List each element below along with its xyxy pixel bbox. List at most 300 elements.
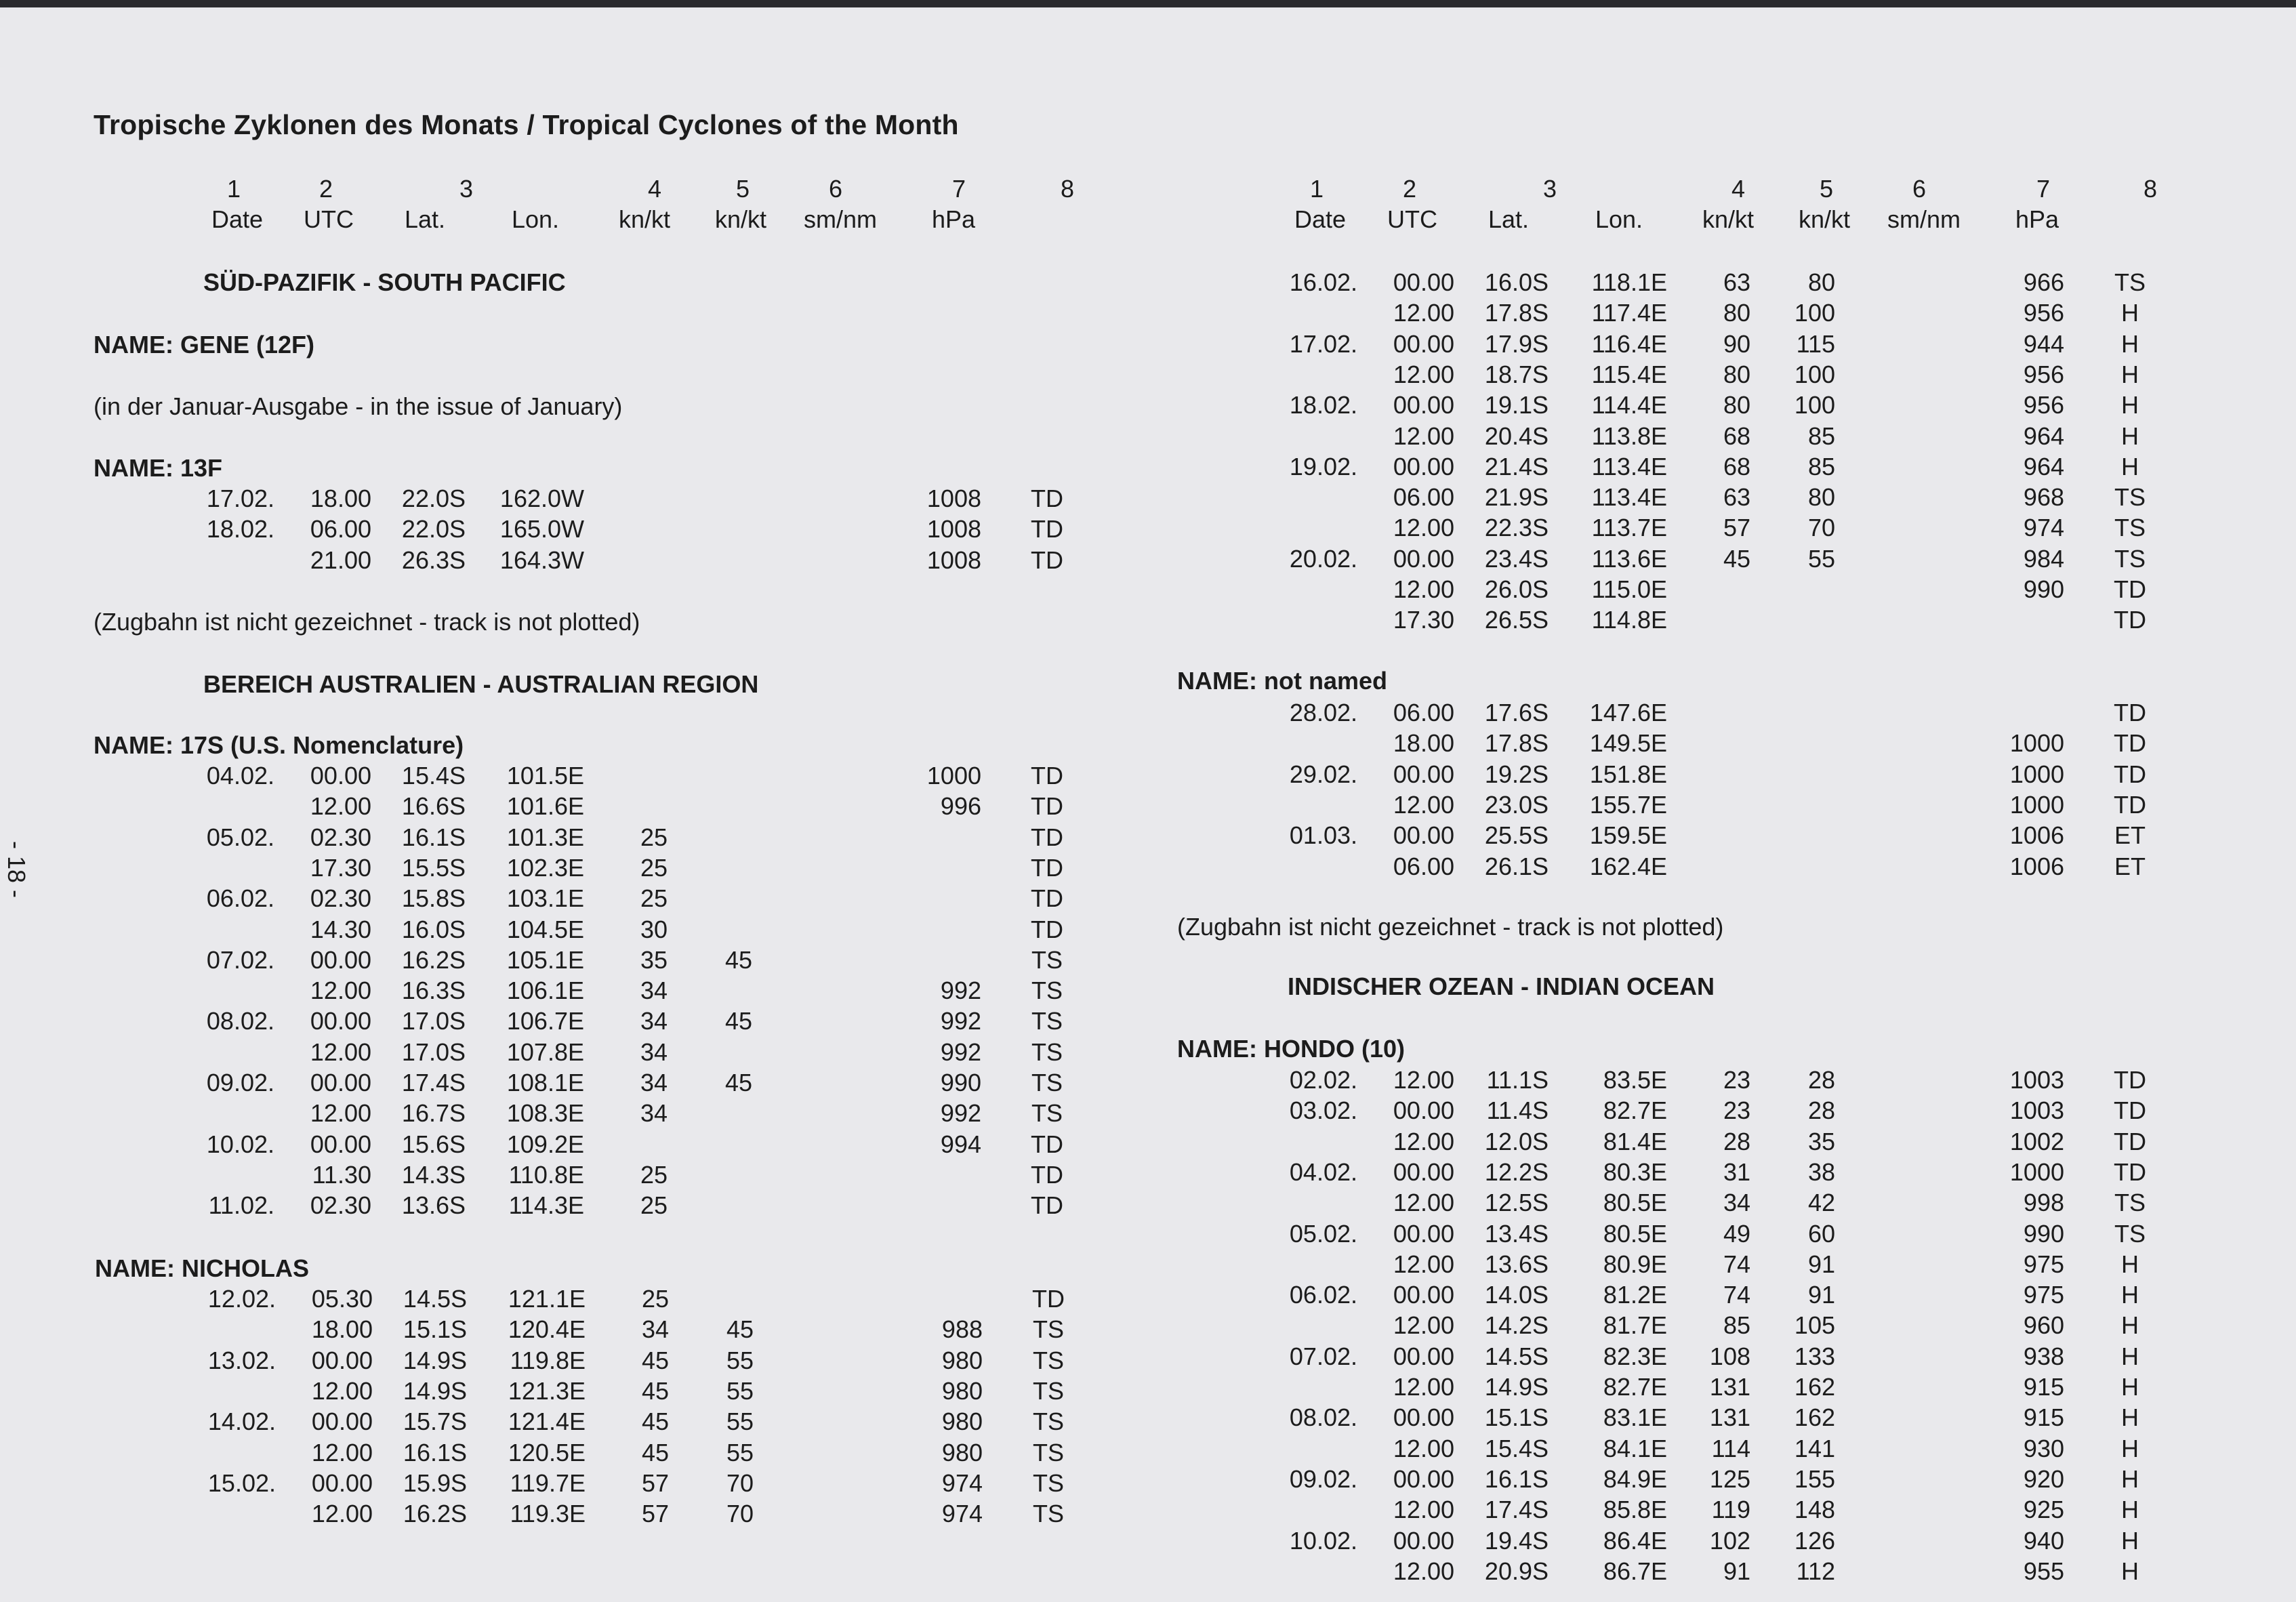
gust-kn-cell: 55	[726, 1376, 754, 1405]
col-number: 8	[1060, 175, 1075, 203]
class-cell: TD	[1031, 1130, 1063, 1158]
lon-cell: 106.1E	[506, 977, 584, 1005]
utc-cell: 12.00	[1393, 514, 1454, 542]
col-number: 4	[1731, 175, 1746, 203]
col-number: 3	[459, 175, 474, 203]
utc-cell: 00.00	[310, 945, 371, 974]
class-cell: TD	[2114, 1066, 2146, 1094]
col-number: 8	[2143, 175, 2158, 203]
lat-cell: 17.0S	[401, 1007, 466, 1035]
date-cell: 01.03.	[1289, 821, 1357, 850]
class-cell: TS	[2114, 544, 2146, 573]
lon-cell: 102.3E	[506, 853, 584, 882]
pressure-cell: 1000	[2009, 729, 2064, 758]
lon-cell: 105.1E	[506, 945, 584, 974]
wind-kn-cell: 108	[1709, 1342, 1750, 1370]
class-cell: TS	[1032, 1315, 1064, 1344]
lat-cell: 15.4S	[401, 762, 466, 789]
pressure-cell: 980	[941, 1346, 983, 1374]
col-label-kn: kn/kt	[618, 205, 671, 233]
lon-cell: 84.1E	[1603, 1434, 1667, 1462]
lon-cell: 84.9E	[1603, 1464, 1667, 1493]
wind-kn-cell: 45	[641, 1438, 669, 1466]
lon-cell: 119.8E	[510, 1346, 586, 1374]
class-cell: H	[2121, 1250, 2139, 1278]
col-label-lon: Lon.	[1595, 205, 1643, 233]
utc-cell: 00.00	[1393, 452, 1454, 480]
lat-cell: 16.1S	[401, 823, 466, 851]
lat-cell: 14.9S	[403, 1346, 467, 1374]
lat-cell: 15.7S	[403, 1408, 467, 1436]
lat-cell: 12.2S	[1484, 1157, 1549, 1186]
utc-cell: 12.00	[1393, 1557, 1454, 1585]
gust-kn-cell: 42	[1807, 1189, 1835, 1217]
gust-kn-cell: 38	[1807, 1157, 1835, 1186]
lat-cell: 16.6S	[401, 792, 466, 821]
lon-cell: 147.6E	[1589, 699, 1667, 726]
lat-cell: 15.9S	[403, 1468, 467, 1497]
utc-cell: 12.00	[310, 1099, 371, 1128]
gust-kn-cell: 100	[1794, 299, 1835, 327]
gust-kn-cell: 85	[1807, 422, 1835, 450]
utc-cell: 11.30	[312, 1160, 371, 1189]
utc-cell: 02.30	[310, 823, 371, 851]
storm-name: NAME: not named	[1177, 667, 1387, 695]
lon-cell: 119.7E	[510, 1468, 586, 1497]
date-cell: 06.02.	[206, 884, 274, 913]
pressure-cell: 990	[2023, 575, 2064, 603]
utc-cell: 12.00	[310, 1038, 371, 1066]
col-label-kn: kn/kt	[1798, 205, 1851, 233]
date-cell: 07.02.	[206, 945, 274, 974]
lon-cell: 119.3E	[510, 1500, 586, 1528]
gust-kn-cell: 80	[1807, 268, 1835, 296]
lon-cell: 82.7E	[1603, 1373, 1667, 1401]
lat-cell: 12.0S	[1484, 1127, 1549, 1155]
lat-cell: 26.0S	[1484, 575, 1549, 603]
utc-cell: 00.00	[310, 1069, 371, 1096]
class-cell: TS	[1031, 1069, 1063, 1096]
class-cell: H	[2121, 1403, 2139, 1432]
gust-kn-cell: 115	[1796, 329, 1835, 358]
gust-kn-cell: 126	[1794, 1526, 1835, 1555]
gust-kn-cell: 35	[1807, 1127, 1835, 1155]
gust-kn-cell: 91	[1807, 1250, 1835, 1278]
date-cell: 17.02.	[1289, 329, 1357, 358]
class-cell: TD	[2114, 1127, 2146, 1155]
wind-kn-cell: 91	[1723, 1557, 1750, 1585]
utc-cell: 12.00	[1393, 1127, 1454, 1155]
wind-kn-cell: 25	[640, 884, 668, 913]
utc-cell: 18.00	[1393, 729, 1454, 758]
utc-cell: 02.30	[310, 884, 371, 913]
class-cell: H	[2121, 1434, 2139, 1462]
date-cell: 03.02.	[1289, 1096, 1357, 1125]
lon-cell: 80.5E	[1603, 1189, 1667, 1217]
lon-cell: 113.6E	[1591, 544, 1667, 573]
pressure-cell: 1008	[926, 485, 981, 512]
gust-kn-cell: 55	[726, 1346, 754, 1374]
wind-kn-cell: 25	[641, 1285, 669, 1313]
lon-cell: 121.1E	[508, 1285, 586, 1313]
pressure-cell: 920	[2023, 1464, 2064, 1493]
utc-cell: 06.00	[1393, 483, 1454, 512]
class-cell: TD	[2114, 1157, 2146, 1186]
utc-cell: 12.00	[1393, 1311, 1454, 1340]
lon-cell: 80.5E	[1603, 1219, 1667, 1248]
utc-cell: 06.00	[1393, 852, 1454, 880]
lon-cell: 104.5E	[506, 915, 584, 943]
pressure-cell: 956	[2023, 299, 2064, 327]
utc-cell: 12.00	[310, 792, 371, 821]
top-border	[0, 0, 2296, 7]
date-cell: 06.02.	[1289, 1281, 1357, 1309]
lon-cell: 114.3E	[508, 1191, 584, 1220]
gust-kn-cell: 155	[1794, 1464, 1835, 1493]
lon-cell: 114.8E	[1591, 606, 1667, 634]
lat-cell: 14.0S	[1484, 1281, 1549, 1309]
pressure-cell: 956	[2023, 360, 2064, 388]
wind-kn-cell: 125	[1709, 1464, 1750, 1493]
col-label-smnm: sm/nm	[804, 205, 877, 233]
lat-cell: 26.5S	[1484, 606, 1549, 634]
utc-cell: 00.00	[1393, 544, 1454, 573]
lon-cell: 86.4E	[1603, 1526, 1667, 1555]
utc-cell: 00.00	[311, 1468, 373, 1497]
date-cell: 04.02.	[206, 762, 274, 789]
utc-cell: 00.00	[1393, 329, 1454, 358]
utc-cell: 00.00	[1393, 391, 1454, 419]
wind-kn-cell: 34	[640, 1069, 668, 1096]
class-cell: TD	[1031, 792, 1063, 821]
pressure-cell: 1006	[2009, 821, 2064, 850]
lat-cell: 12.5S	[1484, 1189, 1549, 1217]
wind-kn-cell: 25	[640, 1191, 668, 1220]
class-cell: TD	[1031, 915, 1063, 943]
lon-cell: 121.3E	[508, 1376, 586, 1405]
wind-kn-cell: 68	[1723, 452, 1750, 480]
lon-cell: 120.4E	[508, 1315, 586, 1344]
pressure-cell: 975	[2023, 1250, 2064, 1278]
region-heading: SÜD-PAZIFIK - SOUTH PACIFIC	[203, 268, 566, 296]
lat-cell: 15.5S	[401, 853, 466, 882]
wind-kn-cell: 31	[1723, 1157, 1750, 1186]
lat-cell: 14.5S	[403, 1285, 467, 1313]
lon-cell: 159.5E	[1589, 821, 1667, 850]
wind-kn-cell: 68	[1723, 422, 1750, 450]
gust-kn-cell: 28	[1807, 1096, 1835, 1125]
utc-cell: 12.00	[1393, 360, 1454, 388]
lon-cell: 101.6E	[506, 792, 584, 821]
lat-cell: 15.1S	[1484, 1403, 1549, 1432]
wind-kn-cell: 34	[641, 1315, 669, 1344]
pressure-cell: 1000	[2009, 1157, 2064, 1186]
wind-kn-cell: 45	[1723, 544, 1750, 573]
lon-cell: 86.7E	[1603, 1557, 1667, 1585]
wind-kn-cell: 25	[640, 853, 668, 882]
utc-cell: 00.00	[1393, 1219, 1454, 1248]
col-label-date: Date	[1294, 205, 1347, 233]
lon-cell: 118.1E	[1591, 268, 1667, 296]
wind-kn-cell: 30	[640, 915, 668, 943]
lat-cell: 26.3S	[401, 546, 466, 574]
pressure-cell: 940	[2023, 1526, 2064, 1555]
lat-cell: 22.3S	[1484, 514, 1549, 542]
lon-cell: 115.4E	[1591, 360, 1667, 388]
utc-cell: 06.00	[310, 515, 371, 543]
date-cell: 14.02.	[207, 1408, 276, 1436]
class-cell: TS	[2114, 483, 2146, 512]
gust-kn-cell: 100	[1794, 391, 1835, 419]
class-cell: TD	[1031, 515, 1063, 543]
utc-cell: 00.00	[311, 1408, 373, 1436]
wind-kn-cell: 49	[1723, 1219, 1750, 1248]
page-title: Tropische Zyklonen des Monats / Tropical Cyclones of the Month	[94, 109, 959, 140]
wind-kn-cell: 35	[640, 945, 668, 974]
date-cell: 29.02.	[1289, 760, 1357, 788]
utc-cell: 12.00	[311, 1376, 373, 1405]
utc-cell: 00.00	[1393, 1157, 1454, 1186]
lon-cell: 114.4E	[1591, 391, 1667, 419]
utc-cell: 00.00	[1393, 1281, 1454, 1309]
lat-cell: 19.1S	[1484, 391, 1549, 419]
lon-cell: 165.0W	[499, 515, 584, 543]
utc-cell: 00.00	[1393, 1096, 1454, 1125]
utc-cell: 00.00	[311, 1346, 373, 1374]
wind-kn-cell: 34	[1723, 1189, 1750, 1217]
lat-cell: 17.8S	[1484, 299, 1549, 327]
utc-cell: 18.00	[311, 1315, 373, 1344]
lon-cell: 81.7E	[1603, 1311, 1667, 1340]
page-number: - 18 -	[3, 841, 30, 899]
lat-cell: 20.4S	[1484, 422, 1549, 450]
pressure-cell: 956	[2023, 391, 2064, 419]
gust-kn-cell: 141	[1794, 1434, 1835, 1462]
class-cell: TS	[1032, 1468, 1064, 1497]
lon-cell: 162.0W	[499, 485, 584, 512]
wind-kn-cell: 74	[1723, 1250, 1750, 1278]
date-cell: 20.02.	[1289, 544, 1357, 573]
gust-kn-cell: 55	[726, 1408, 754, 1436]
wind-kn-cell: 34	[640, 1099, 668, 1128]
utc-cell: 00.00	[1393, 760, 1454, 788]
pressure-cell: 980	[941, 1376, 983, 1405]
wind-kn-cell: 63	[1723, 268, 1750, 296]
col-number: 2	[319, 175, 333, 203]
lat-cell: 25.5S	[1484, 821, 1549, 850]
class-cell: TD	[1031, 1160, 1063, 1189]
pressure-cell: 964	[2023, 452, 2064, 480]
col-label-utc: UTC	[1387, 205, 1437, 233]
lat-cell: 18.7S	[1484, 360, 1549, 388]
class-cell: TD	[1031, 853, 1063, 882]
col-label-smnm: sm/nm	[1887, 205, 1961, 233]
pressure-cell: 1008	[926, 546, 981, 574]
wind-kn-cell: 28	[1723, 1127, 1750, 1155]
storm-note: (Zugbahn ist nicht gezeichnet - track is not plotted)	[94, 608, 640, 636]
gust-kn-cell: 80	[1807, 483, 1835, 512]
class-cell: TS	[1031, 977, 1063, 1005]
lon-cell: 82.7E	[1603, 1096, 1667, 1125]
date-cell: 08.02.	[1289, 1403, 1357, 1432]
lat-cell: 15.6S	[401, 1130, 466, 1158]
class-cell: H	[2121, 1496, 2139, 1524]
gust-kn-cell: 55	[1807, 544, 1835, 573]
lon-cell: 80.9E	[1603, 1250, 1667, 1278]
lon-cell: 149.5E	[1589, 729, 1667, 758]
class-cell: TD	[2114, 699, 2146, 726]
wind-kn-cell: 45	[641, 1346, 669, 1374]
wind-kn-cell: 57	[641, 1500, 669, 1528]
utc-cell: 12.00	[1393, 575, 1454, 603]
lat-cell: 13.6S	[1484, 1250, 1549, 1278]
class-cell: ET	[2114, 852, 2146, 880]
class-cell: TS	[1032, 1346, 1064, 1374]
wind-kn-cell: 74	[1723, 1281, 1750, 1309]
wind-kn-cell: 63	[1723, 483, 1750, 512]
class-cell: H	[2121, 329, 2139, 358]
lon-cell: 101.5E	[506, 762, 584, 789]
lat-cell: 19.4S	[1484, 1526, 1549, 1555]
wind-kn-cell: 34	[640, 1038, 668, 1066]
pressure-cell: 925	[2023, 1496, 2064, 1524]
utc-cell: 12.00	[1393, 299, 1454, 327]
col-label-kn: kn/kt	[714, 205, 767, 233]
class-cell: TS	[2114, 1189, 2146, 1217]
lat-cell: 17.6S	[1484, 699, 1549, 726]
wind-kn-cell: 80	[1723, 299, 1750, 327]
pressure-cell: 990	[2023, 1219, 2064, 1248]
pressure-cell: 994	[940, 1130, 981, 1158]
gust-kn-cell: 85	[1807, 452, 1835, 480]
lon-cell: 121.4E	[508, 1408, 586, 1436]
gust-kn-cell: 45	[726, 1315, 754, 1344]
wind-kn-cell: 25	[640, 1160, 668, 1189]
utc-cell: 21.00	[310, 546, 371, 574]
lon-cell: 108.3E	[506, 1099, 584, 1128]
class-cell: TD	[1032, 1285, 1065, 1313]
pressure-cell: 1008	[926, 515, 981, 543]
pressure-cell: 974	[2023, 514, 2064, 542]
utc-cell: 00.00	[1393, 1526, 1454, 1555]
col-number: 6	[1912, 175, 1927, 203]
gust-kn-cell: 105	[1794, 1311, 1835, 1340]
utc-cell: 12.00	[1393, 422, 1454, 450]
wind-kn-cell: 131	[1709, 1403, 1750, 1432]
lat-cell: 13.4S	[1484, 1219, 1549, 1248]
lat-cell: 16.2S	[403, 1500, 467, 1528]
date-cell: 18.02.	[206, 515, 274, 543]
col-label-hpa: hPa	[931, 205, 976, 233]
region-heading: BEREICH AUSTRALIEN - AUSTRALIAN REGION	[203, 670, 759, 698]
wind-kn-cell: 114	[1711, 1434, 1750, 1462]
utc-cell: 00.00	[1393, 1403, 1454, 1432]
utc-cell: 12.00	[1393, 1373, 1454, 1401]
col-label-kn: kn/kt	[1702, 205, 1755, 233]
utc-cell: 12.00	[1393, 1250, 1454, 1278]
gust-kn-cell: 100	[1794, 360, 1835, 388]
class-cell: TD	[2114, 760, 2146, 788]
utc-cell: 00.00	[310, 762, 371, 789]
lon-cell: 101.3E	[506, 823, 584, 851]
class-cell: H	[2121, 1311, 2139, 1340]
col-label-utc: UTC	[304, 205, 354, 233]
utc-cell: 00.00	[1393, 821, 1454, 850]
pressure-cell: 992	[940, 1007, 981, 1035]
lon-cell: 81.2E	[1603, 1281, 1667, 1309]
pressure-cell: 960	[2023, 1311, 2064, 1340]
lat-cell: 16.1S	[1484, 1464, 1549, 1493]
lat-cell: 17.0S	[401, 1038, 466, 1066]
pressure-cell: 1003	[2009, 1096, 2064, 1125]
utc-cell: 00.00	[1393, 1464, 1454, 1493]
gust-kn-cell: 60	[1807, 1219, 1835, 1248]
wind-kn-cell: 131	[1709, 1373, 1750, 1401]
wind-kn-cell: 45	[641, 1408, 669, 1436]
class-cell: TD	[2114, 575, 2146, 603]
pressure-cell: 990	[940, 1069, 981, 1096]
utc-cell: 12.00	[311, 1500, 373, 1528]
class-cell: TD	[2114, 1096, 2146, 1125]
lat-cell: 22.0S	[401, 515, 466, 543]
pressure-cell: 992	[940, 1038, 981, 1066]
storm-name: NAME: 17S (U.S. Nomenclature)	[94, 731, 464, 759]
lat-cell: 14.3S	[401, 1160, 466, 1189]
pressure-cell: 938	[2023, 1342, 2064, 1370]
class-cell: TD	[1031, 823, 1063, 851]
class-cell: ET	[2114, 821, 2146, 850]
lat-cell: 21.4S	[1484, 452, 1549, 480]
lon-cell: 162.4E	[1589, 852, 1667, 880]
class-cell: H	[2121, 1557, 2139, 1585]
lat-cell: 11.4S	[1486, 1096, 1549, 1125]
col-number: 5	[735, 175, 750, 203]
wind-kn-cell: 80	[1723, 360, 1750, 388]
gust-kn-cell: 148	[1794, 1496, 1835, 1524]
col-label-lat: Lat.	[1488, 205, 1530, 233]
utc-cell: 12.00	[1393, 790, 1454, 819]
class-cell: TD	[2114, 790, 2146, 819]
class-cell: H	[2121, 391, 2139, 419]
lat-cell: 16.2S	[401, 945, 466, 974]
storm-name: NAME: GENE (12F)	[94, 331, 315, 358]
lat-cell: 17.4S	[1484, 1496, 1549, 1524]
col-number: 2	[1402, 175, 1417, 203]
date-cell: 04.02.	[1289, 1157, 1357, 1186]
lat-cell: 16.0S	[1484, 268, 1549, 296]
pressure-cell: 968	[2023, 483, 2064, 512]
date-cell: 05.02.	[206, 823, 274, 851]
storm-name: NAME: HONDO (10)	[1177, 1035, 1406, 1063]
utc-cell: 02.30	[310, 1191, 371, 1220]
lon-cell: 82.3E	[1603, 1342, 1667, 1370]
class-cell: TD	[1031, 485, 1063, 512]
date-cell: 10.02.	[206, 1130, 274, 1158]
gust-kn-cell: 70	[726, 1500, 754, 1528]
lon-cell: 81.4E	[1603, 1127, 1667, 1155]
pressure-cell: 996	[940, 792, 981, 821]
utc-cell: 00.00	[1393, 268, 1454, 296]
pressure-cell: 974	[941, 1468, 983, 1497]
region-heading: INDISCHER OZEAN - INDIAN OCEAN	[1288, 972, 1715, 1000]
lat-cell: 16.0S	[401, 915, 466, 943]
gust-kn-cell: 70	[726, 1468, 754, 1497]
lon-cell: 85.8E	[1603, 1496, 1667, 1524]
storm-note: (in der Januar-Ausgabe - in the issue of January)	[94, 392, 623, 420]
utc-cell: 06.00	[1393, 699, 1454, 726]
lon-cell: 113.4E	[1591, 452, 1667, 480]
class-cell: TD	[1031, 1191, 1063, 1220]
